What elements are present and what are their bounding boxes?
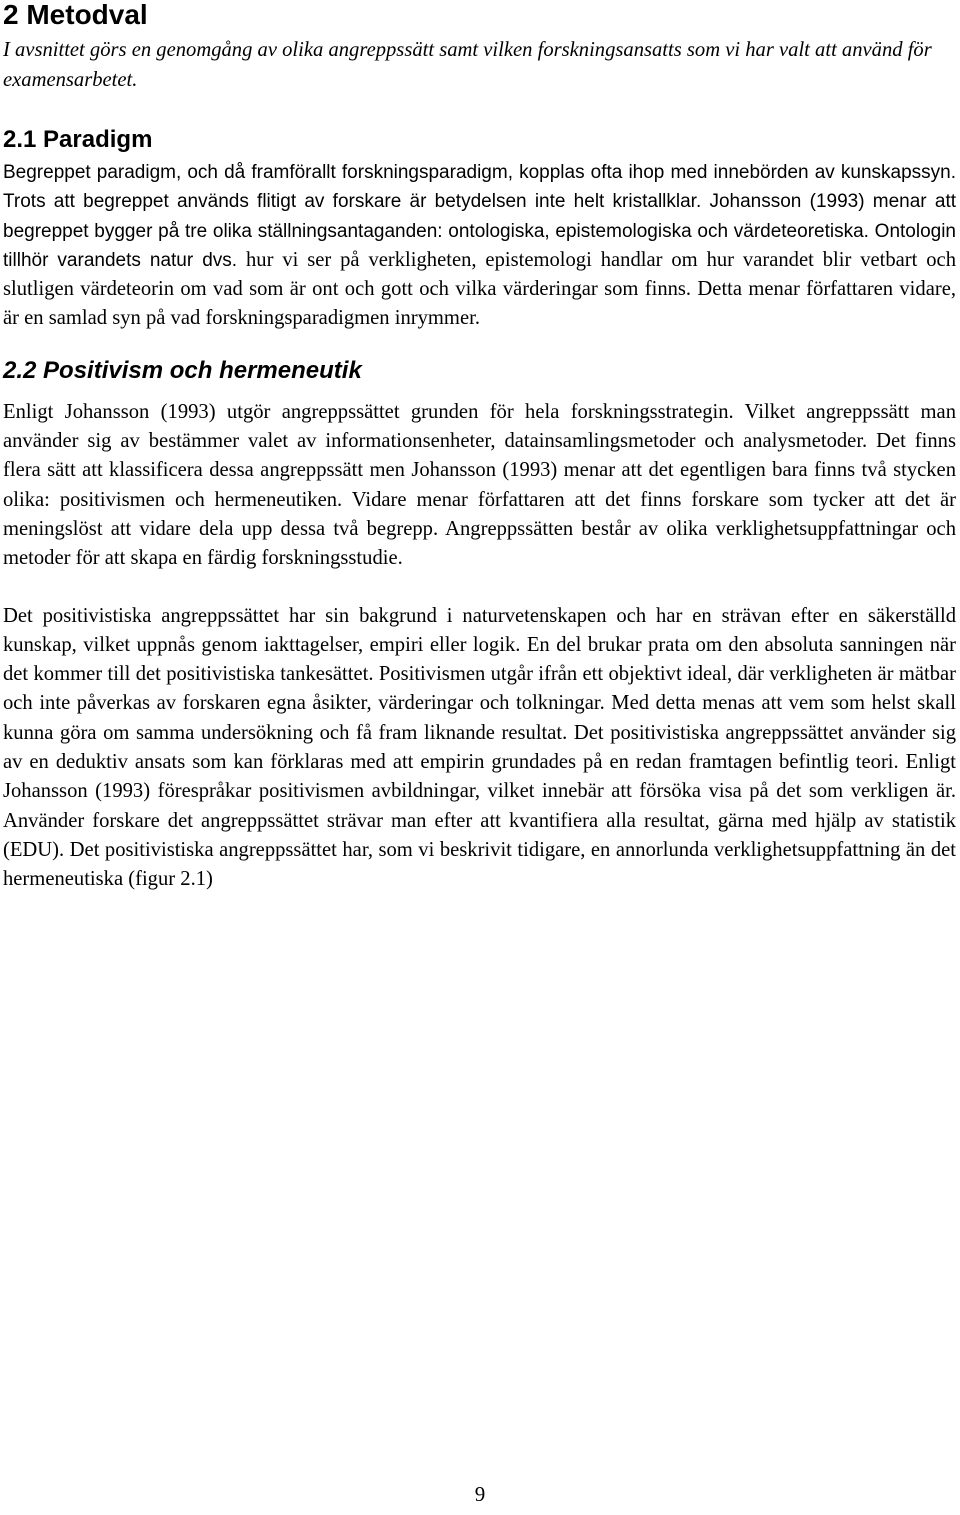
positivism-paragraph-2: Det positivistiska angreppssättet har sin bakgrund i naturvetenskapen och har en strävan efter en säkerställd kunskap, vilket uppnås genom iakttagelser, empiri eller logik. En del brukar prata om den absoluta sanningen när det kommer till det positivistiska tankesättet. Positivismen utgår ifrån ett objektivt ideal, där verkligheten är mätbar och inte påverkas av forskaren egna åsikter, värderingar och tolkningar. Med detta menas att vem som helst skall kunna göra om samma undersökning och få fram liknande resultat. Det positivistiska angreppssättet använder sig av en deduktiv ansats som kan förklaras med att empirin grundades på en redan framtagen befintlig teori. Enligt Johansson (1993) förespråkar positivismen avbildningar, vilket innebär att försöka visa på det som verkligen är. Använder forskare det angreppssättet strävar man efter att kvantifiera alla resultat, gärna med hjälp av statistik (EDU). Det positivistiska angreppssättet har, som vi beskrivit tidigare, en annorlunda verklighetsuppfattning än det hermeneutiska (figur 2.1) [3,604,956,891]
section-heading: 2 Metodval [3,0,148,30]
subsection-heading-positivism: 2.2 Positivism och hermeneutik [3,356,362,384]
section-intro: I avsnittet görs en genomgång av olika angreppssätt samt vilken forskningsansatts som vi har valt att använd för examensarbetet. [3,39,932,91]
paradigm-paragraph [3,158,956,334]
subsection-heading-paradigm: 2.1 Paradigm [3,126,153,153]
page-content [3,0,956,895]
paradigm-paragraph-sans-text: Begreppet paradigm, och då framförallt forskningsparadigm, kopplas ofta ihop med innebörden av kunskapssyn. Trots att begreppet används flitigt av forskare är betydelsen inte helt kristallklar. Johansson (1993) menar att begreppet bygger på tre olika ställningsantaganden: ontologiska, epistemologiska och värdeteoretiska. Ontologin tillhör varandets natur dvs. [3,162,956,271]
page-number: 9 [474,1482,486,1506]
paradigm-paragraph-serif-text: hur vi ser på verkligheten, epistemologi handlar om hur varandet blir vetbart och slutligen värdeteorin om vad som är ont och gott och vilka värderingar som finns. Detta menar författaren vidare, är en samlad syn på vad forskningsparadigmen inrymmer. [3,248,956,330]
positivism-paragraph-1: Enligt Johansson (1993) utgör angreppssättet grunden för hela forskningsstrategin. Vilket angreppssätt man använder sig av bestämmer valet av informationsenheter, datainsamlingsmetoder och analysmetoder. Det finns flera sätt att klassificera dessa angreppssätt men Johansson (1993) menar att det egentligen bara finns två stycken olika: positivismen och hermeneutiken. Vidare menar författaren att det finns forskare som tycker att det är meningslöst att vidare dela upp dessa två begrepp. Angreppssätten består av olika verklighetsuppfattningar och metoder för att skapa en färdig forskningsstudie. [3,400,956,570]
